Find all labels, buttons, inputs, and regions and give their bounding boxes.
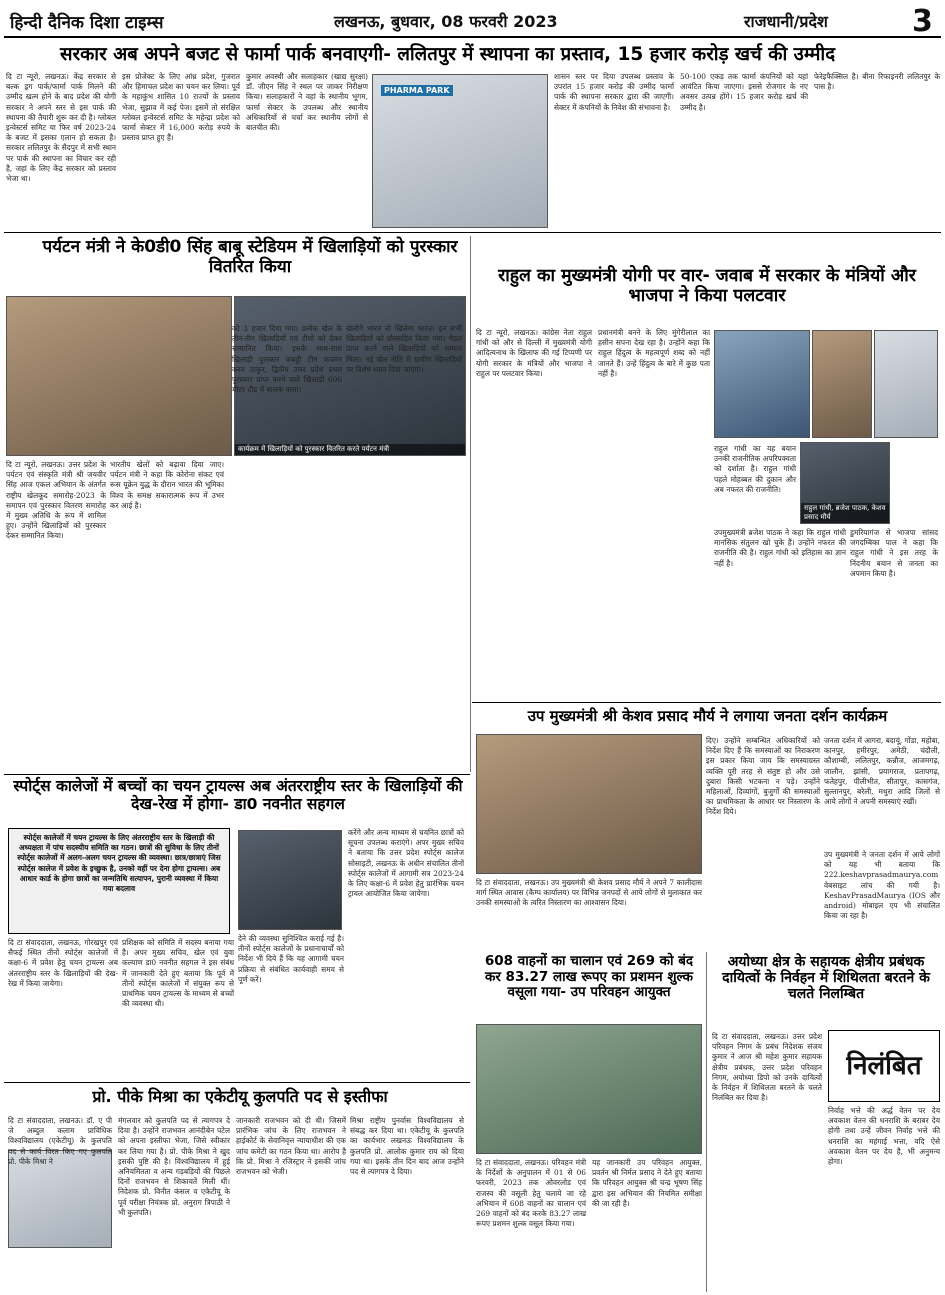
masthead [4,4,941,38]
divider [4,774,470,775]
pk-mishra-col-1: दि टा संवाददाता, लखनऊ। डॉ. ए पी जे अब्दुल कलाम प्राविधिक विश्वविद्यालय (एकेटीयू) के कुलपति पद से कार्य विरत किए गए कुलपति प्रो. पीके मिश्रा ने [8,1116,112,1166]
politician-photo-4 [800,442,890,524]
sports-col-4: करेंगे और अन्य माध्यम से चयनित छात्रों को सूचना उपलब्ध कराएंगे। अपर मुख्य सचिव ने बताया कि उत्तर प्रदेश स्पोर्ट्स कालेज सोसाइटी, लखनऊ के अधीन संचालित तीनों स्पोर्ट्स कालेजों में आगामी सत्र 2023-24 के लिए कक्षा-6 में प्रवेश हेतु प्रारंभिक चयन ट्रायल आयोजित किया जायेगा। [348,828,464,899]
sports-headline: स्पोर्ट्स कालेजों में बच्चों का चयन ट्रायल्स अब अंतरराष्ट्रीय स्तर के खिलाड़ियों की देख-रेख में होगा- डा0 नवनीत सहगल [13,777,463,813]
paper-name: हिन्दी दैनिक दिशा टाइम्स [10,13,164,33]
lead-col-3: कुमार अवस्थी और सलाहकार (खाद्य सुरक्षा) डॉ. जीएन सिंह ने स्थल पर जाकर निरीक्षण किया। सलाहकारों ने वहां के स्थानीय भूगम, फार्मा सेक्टर के उपलब्ध और स्थानीय अधिकारियों से चर्चा कर स्थानीय लोगों से बातचीत की। [246,72,368,133]
politician-photo-1 [714,330,810,438]
pk-mishra-col-3: जानकारी राजभवन को दी थी। जिसमें प्रारंभिक जांच के लिए राजभवन ने हाईकोर्ट के सेवानिवृत्त न्यायाधीश की एक जांच कमेटी का गठन किया था। आरोप है कि प्रो. मिश्रा ने रजिस्ट्रार ने इसकी जांच राजभवन को भेजी। [236,1116,346,1177]
rahul-col-2: प्रधानमंत्री बनने के लिए मुंगेरीलाल का हसीन सपना देख रहा है। उन्होंने कहा कि राहुल हिंदुत्व के महत्वपूर्ण शब्द को नहीं जानते हैं। उन्हें हिंदुत्व के बारे में कुछ पता नहीं है। [598,328,710,378]
tourism-photo-caption: कार्यक्रम में खिलाड़ियों को पुरस्कार वितरित करते पर्यटन मंत्री [235,444,465,455]
rahul-headline: राहुल का मुख्यमंत्री योगी पर वार- जवाब में सरकार के मंत्रियों और भाजपा ने किया पलटवार [498,266,916,307]
sports-col-1: दि टा संवाददाता, लखनऊ, गोरखपुर एवं सैफई स्थित तीनों स्पोर्ट्स कालेजों में कक्षा-6 में प्रवेश हेतु चयन ट्रायल्स अब अंतरराष्ट्रीय स्तर के खिलाड़ियों की देख-रेख में किया जायेगा। [8,938,118,988]
ayodhya-headline: अयोध्या क्षेत्र के सहायक क्षेत्रीय प्रबंधक दायित्वों के निर्वहन में शिथिलता बरतने के चलते निलम्बित [722,954,930,1003]
rahul-photo-caption: राहुल गांधी, ब्रजेश पाठक, केशव प्रसाद मौर्य [801,503,889,523]
sports-col-2: प्रशिक्षक को समिति में सदस्य बनाया गया है। अपर मुख्य सचिव, खेल एवं युवा कल्याण डा0 नवनीत सहगल ने इस संबंध में जानकारी देते हुए बताया कि पूर्व में तीनों स्पोर्ट्स कालेजों में संयुक्त रूप से प्राथमिक चयन ट्रायल्स के माध्यम से बच्चों की व्यवस्था थी। [122,938,234,1009]
lead-headline: सरकार अब अपने बजट से फार्मा पार्क बनवाएगी- ललितपुर में स्थापना का प्रस्ताव, 15 हजार करोड़ खर्च की उम्मीद [60,44,836,65]
lead-col-1: दि टा न्यूरो, लखनऊ। केंद्र सरकार से बल्क ड्रग पार्क/फार्मा पार्क मिलने की उम्मीद खत्म होने के बाद प्रदेश की योगी सरकार ने अपने स्तर से इस पार्क की स्थापना की तैयारी शुरू कर दी है। ग्लोबल इन्वेस्टर्स समिट या फिर वर्ष 2023-24 के बजट में इसका एलान हो सकता है। सरकार ललितपुर के सैदपुर में सभी स्थान पर पार्क की स्थापना का विचार कर रही है, जहां के लिए केंद्र सरकार को प्रस्ताव भेजा था। [6,72,116,184]
transport-headline: 608 वाहनों का चालान एवं 269 को बंद कर 83.27 लाख रूपए का प्रशमन शुल्क वसूला गया- उप परिवहन आयुक्त [484,953,694,1001]
dateline: लखनऊ, बुधवार, 08 फरवरी 2023 [334,12,558,31]
navneet-sehgal-photo [238,830,342,930]
keshav-col-4: उप मुख्यमंत्री ने जनता दर्शन में आये लोगों को यह भी बताया कि 222.keshavprasadmaurya.com वेबसाइट लांच की गयी है। KeshavPrasadMaurya (IOS और android) मोबाइल एप भी संचालित किया जा रहा है। [824,850,940,921]
transport-col-1: दि टा संवाददाता, लखनऊ। परिवहन मंत्री के निर्देशों के अनुपालन में 01 से 06 फरवरी, 2023 तक ओवरलोड एवं राजस्व की वसूली हेतु चलाये जा रहे अभियान में 608 वाहनों का चालान एवं 269 वाहनों को बंद करके 83.27 लाख रूपए प्रशमन शुल्क वसूल किया गया। [476,1158,586,1229]
politician-photo-2 [812,330,872,438]
janata-darshan-photo [476,734,702,874]
lead-col-4: शासन स्तर पर दिया उपलब्ध प्रस्ताव के उपरांत 15 हजार करोड़ की उम्मीद फार्मा पार्क की स्थापना सरकार द्वारा की जाएगी। सेक्टर में कंपनियों के निवेश की संभावना है। [554,72,674,112]
tourism-col-2: भारतीय खेलों को बढ़ावा दिया जाए। पर्यटन मंत्री ने कहा कि कोरोना संकट एवं रूस यूक्रेन युद्ध के दौरान भारत की भूमिका विश्व के समक्ष सकारात्मक रूप में उभर कर आई है। [110,460,224,510]
pk-mishra-headline: प्रो. पीके मिश्रा का एकेटीयू कुलपति पद से इस्तीफा [92,1087,388,1106]
transport-checking-photo [476,1024,702,1154]
politician-photo-3 [874,330,938,438]
keshav-col-1: दि टा संवाददाता, लखनऊ। उप मुख्यमंत्री श्री केशव प्रसाद मौर्य ने अपने 7 कालीदास मार्ग स्थित आवास (कैम्प कार्यालय) पर विभिन्न जनपदों से आये लोगों से मुलाकात कर उनकी समस्याओं के त्वरित निस्तारण का आश्वासन दिया। [476,878,702,908]
pk-mishra-col-4: मिश्रा राष्ट्रीय पुनर्वास विश्वविद्यालय से संबद्ध कर दिया था। एकेटीयू के कुलपति का कार्यभार लखनऊ विश्वविद्यालय के कुलपति प्रो. आलोक कुमार राय को दिया गया था। इसके तीन दिन बाद आज उन्होंने पद से त्यागपत्र दे दिया। [350,1116,464,1177]
sports-col-3: देने की व्यवस्था सुनिश्चित कराई गई है। तीनों स्पोर्ट्स कालेजों के प्रधानाचार्यों को निर्देश भी दिये हैं कि यह आगामी चयन प्रक्रिया से संबंधित कार्यवाही समय से पूर्ण करें। [238,934,344,984]
column-rule [706,952,707,1292]
rahul-quote-2: डुमरियागंज से भाजपा सांसद जगदम्बिका पाल ने कहा कि राहुल गांधी ने इस तरह के निंदनीय बयान से जनता का अपमान किया है। [850,528,938,578]
lead-col-5: 50-100 एकड़ तक फार्मा कंपनियों को यहां आवंटित किया जाएगा। इससे रोजगार के नए अवसर उत्पन्न होंगे। 15 हजार करोड़ खर्च की उम्मीद है। [680,72,808,112]
tourism-col-4: खेलोगे भारत तो खिलेगा भारत। इन सभी खिलाड़ियों को प्रोत्साहित किया गया। मेडल प्राप्त करने वाले खिलाड़ियों को सम्मान मिला। नई खेल नीति में ग्रामीण खिलाड़ियों पर विशेष ध्यान दिया जाएगा। [346,324,462,374]
divider [4,232,941,233]
lead-col-6: फेरेइफैक्सिल है। बीना रिफाइनरी ललितपुर के पास है। [814,72,940,92]
tourism-headline: पर्यटन मंत्री ने के0डी0 सिंह बाबू स्टेडियम में खिलाड़ियों को पुरस्कार वितरित किया [42,237,458,277]
rahul-quote-1: राहुल गांधी का यह बयान उनकी राजनीतिक अपरिपक्वता को दर्शाता है। राहुल गांधी पहले मोहब्बत की दुकान और अब नफरत की राजनीति। [714,444,796,494]
keshav-col-2: दिए। उन्होंने सम्बन्धित अधिकारियों को निर्देश दिए हैं कि समस्याओं का निराकरण इस प्रकार किया जाय कि समस्याग्रस्त व्यक्ति पूरी तरह से संतुष्ट हो और उसे दुबारा किसी भटकना न पड़े। उन्होंने महिलाओं, दिव्यांगों, बुजुर्गों की समस्याओं का प्राथमिकता के आधार पर निस्तारण के निर्देश दिये। [706,736,820,817]
section-label: राजधानी/प्रदेश [744,12,828,31]
divider [4,1082,470,1083]
transport-col-2: यह जानकारी उप परिवहन आयुक्त, प्रवर्तन श्री निर्मल प्रसाद ने देते हुए बताया कि परिवहन आयुक्त श्री चन्द्र भूषण सिंह द्वारा इस अभियान की नियमित समीक्षा की जा रही है। [592,1158,702,1208]
tourism-col-1: दि टा न्यूरो, लखनऊ। उत्तर प्रदेश के पर्यटन एवं संस्कृति मंत्री श्री जयवीर सिंह आज एकल अभियान के अंतर्गत राष्ट्रीय खेलकूद समारोह-2023 के समापन एवं पुरस्कार वितरण समारोह में मुख्य अतिथि के रूप में शामिल हुए। उन्होंने खिलाड़ियों को पुरस्कार देकर सम्मानित किया। [6,460,106,541]
sports-highlight-box: स्पोर्ट्स कालेजों में चयन ट्रायल्स के लिए अंतरराष्ट्रीय स्तर के खिलाड़ी की अध्यक्षता में पांच सदस्यीय समिति का गठन। छात्रों की सुविधा के लिए तीनों स्पोर्ट्स कालेजों में अलग-अलग चयन ट्रायल्स की व्यवस्था। छात्र/छात्राएं जिस स्पोर्ट्स कालेज में प्रवेश के इच्छुक है, उनको वहीं पर देना होगा ट्रायल्स। अब आधार कार्ड के होगा छात्रों का जन्मतिथि सत्यापन, पुरानी व्यवस्था में किया गया बदलाव [8,828,230,934]
rahul-col-1: दि टा न्यूरो, लखनऊ। कांग्रेस नेता राहुल गांधी को और से दिल्ली में मुख्यमंत्री योगी आदित्यनाथ के खिलाफ की गई टिप्पणी पर योगी सरकार के मंत्रियों और भाजपा ने राहुल पर पलटवार किया। [476,328,592,378]
rahul-col-3: उपमुख्यमंत्री ब्रजेश पाठक ने कहा कि राहुल गांधी मानसिक संतुलन खो चुके हैं। उन्होंने नफरत की राजनीति की है। राहुल गांधी को इतिहास का ज्ञान नहीं है। [714,528,846,568]
pharma-park-photo: PHARMA PARK [372,74,548,228]
tourism-photo-left [6,296,232,456]
lead-col-2: इस प्रोजेक्ट के लिए आंध्र प्रदेश, गुजरात और हिमाचल प्रदेश का चयन कर लिया। पूर्व के महाकुंभ शासित 10 राज्यों के प्रस्ताव भेजा, सुझाव में कई पेज। इसमें तो संरक्षित ग्लोबल इन्वेस्टर्स समिट के महेन्द्रा प्रदेश को फार्मा सेक्टर में 16,000 करोड़ रुपये के प्रस्ताव प्राप्त हुए हैं। [122,72,240,143]
suspended-stamp: निलंबित [828,1030,940,1102]
ayodhya-col-1: दि टा संवाददाता, लखनऊ। उत्तर प्रदेश परिवहन निगम के प्रबंध निदेशक संजय कुमार ने आज श्री महेश कुमार सहायक क्षेत्रीय प्रबंधक, उत्तर प्रदेश परिवहन निगम, अयोध्या डिपो को उनके दायित्वों के निर्वहन में शिथिलता बरतने के चलते निलंबित कर दिया है। [712,1032,822,1103]
keshav-col-3: जनता दर्शन में आगरा, बदायूं, गोंडा, महोबा, कानपुर, हमीरपुर, अमेठी, चंदौली, कौशाम्बी, ललितपुर, कन्नौज, आजमगढ़, जालौन, झांसी, प्रयागराज, प्रतापगढ़, फतेहपुर, पीलीभीत, सीतापुर, कासगंज, सुल्तानपुर, बरेली, मथुरा आदि जिलों से आये लोगों ने अपनी समस्याएं रखीं। [824,736,941,807]
tourism-col-3: को 3 हजार दिया गया। प्रत्येक खेल के तीन-तीन खिलाड़ियों एवं टीमों को देकर सम्मानित किया। इसके साथ-साथ खिलाड़ी पुरस्कार कबड्डी टीम कप्तान करन ठाकुर, द्वितीय उत्तर प्रदेश प्रथम पुरस्कार प्राप्त करने वाले खिलाड़ी 600 मीटर दौड़ में बालक वाला। [232,324,342,395]
ayodhya-col-2: निर्वाह भत्ते की अर्द्ध वेतन पर देय अवकाश वेतन की धनराशि के बराबर देय होगी तथा उन्हें जीवन निर्वाह भत्ते की धनराशि का महंगाई भत्ता, यदि ऐसे अवकाश वेतन पर देय है, भी अनुमन्य होगा। [828,1106,940,1167]
divider [472,702,941,703]
column-rule [470,236,471,772]
keshav-headline: उप मुख्यमंत्री श्री केशव प्रसाद मौर्य ने लगाया जनता दर्शन कार्यक्रम [527,707,888,725]
pk-mishra-col-2: मंगलवार को कुलपति पद से त्यागपत्र दे दिया है। उन्होंने राजभवन आनंदीबेन पटेल को अपना इस्तीफा भेजा, जिसे स्वीकार कर लिया गया है। प्रो. पीके मिश्रा ने खुद इसकी पुष्टि की है। विश्वविद्यालय में हुई अनियमितता व अन्य गड़बड़ियों की पिछले दिनों राजभवन से शिकायतें मिली थीं। निदेशक प्रो. विनीत कंसल व एकेटीयू के पूर्व परीक्षा नियंत्रक प्रो. अनुराग त्रिपाठी ने भी कुलपति। [118,1116,230,1217]
page-number: 3 [912,4,933,39]
